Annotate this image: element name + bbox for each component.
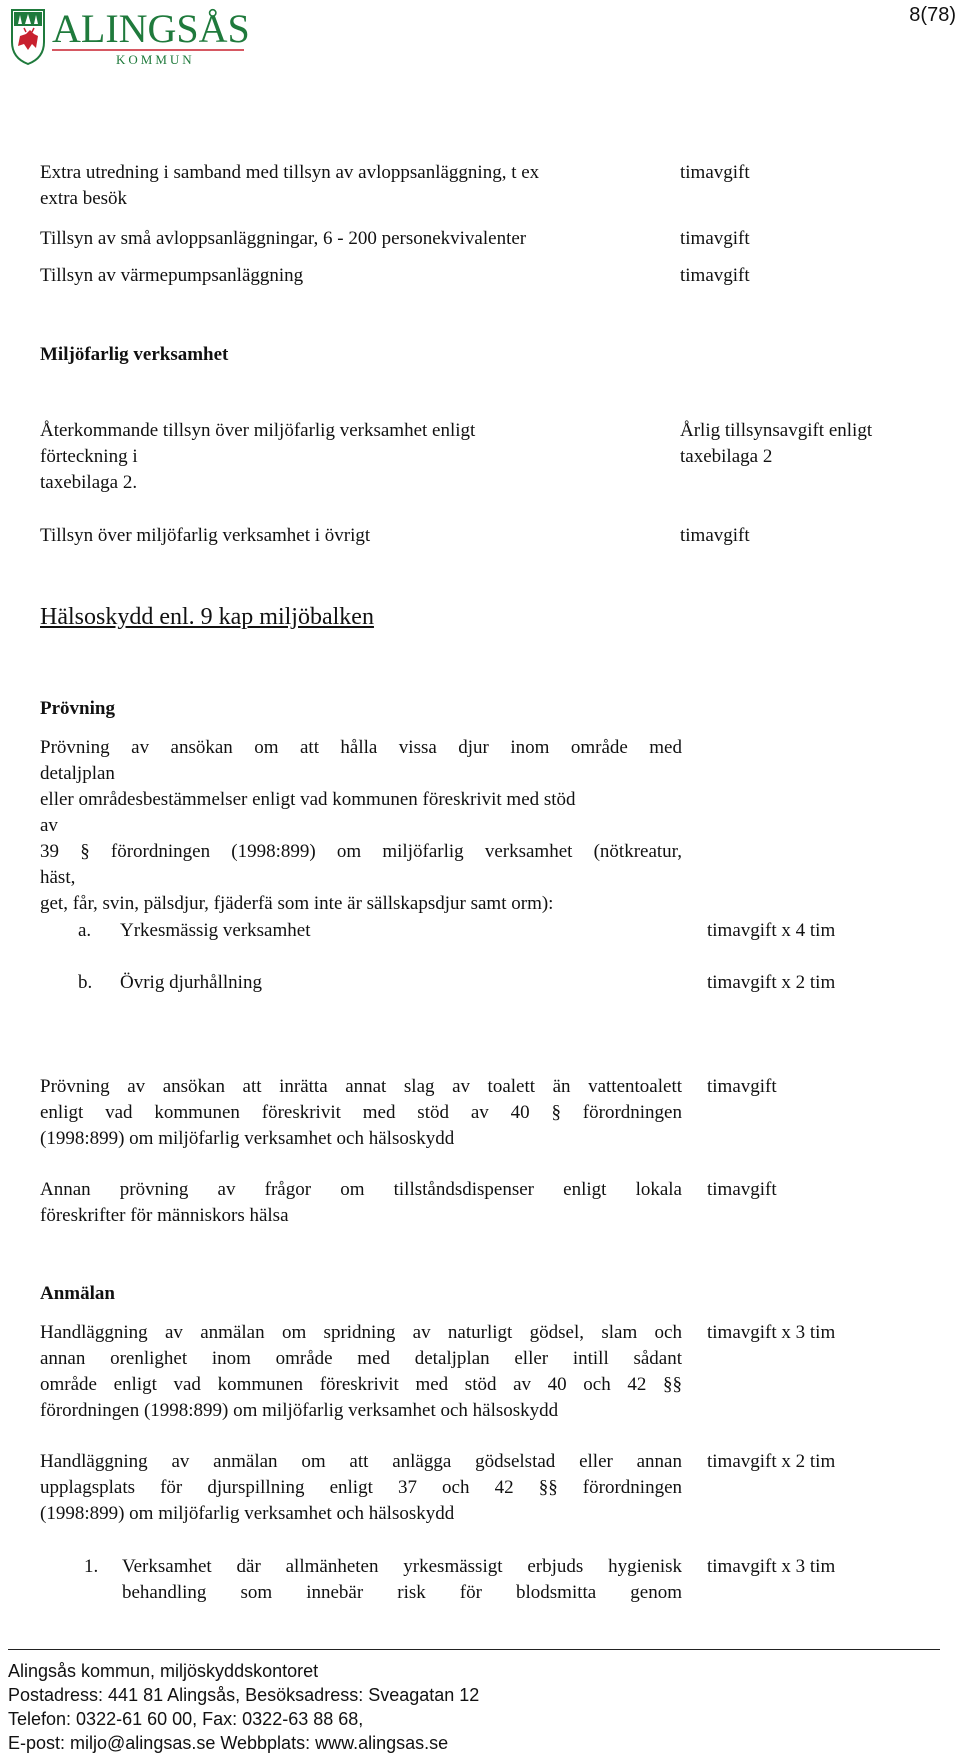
row-aterkommande-line2: förteckning i xyxy=(40,446,138,467)
item-ovrig-djurhallning: Övrig djurhållning xyxy=(120,972,262,993)
item-yrkesmassig: Yrkesmässig verksamhet xyxy=(120,920,311,941)
list-marker-1: 1. xyxy=(84,1556,99,1577)
list-marker-b: b. xyxy=(78,972,93,993)
hygienisk-line1: Verksamhet där allmänheten yrkesmässigt erbjuds hygienisk xyxy=(122,1556,682,1577)
fee-aterkommande-line2: taxebilaga 2 xyxy=(680,446,773,467)
fee-ovrig-djurhallning: timavgift x 2 tim xyxy=(707,972,836,993)
heading-halsoskydd: Hälsoskydd enl. 9 kap miljöbalken xyxy=(40,604,374,630)
row-tillsyn-ovrigt: Tillsyn över miljöfarlig verksamhet i övrigt xyxy=(40,525,371,546)
fee-varmepump: timavgift xyxy=(680,265,750,286)
heading-anmalan: Anmälan xyxy=(40,1283,115,1304)
spridning-line3: område enligt vad kommunen föreskrivit med stöd av 40 och 42 §§ xyxy=(40,1374,682,1395)
spridning-line4: förordningen (1998:899) om miljöfarlig verksamhet och hälsoskydd xyxy=(40,1400,559,1421)
heading-miljofarlig-verksamhet: Miljöfarlig verksamhet xyxy=(40,344,229,365)
provning-para-line4: av xyxy=(40,815,58,836)
row-extra-utredning-line2: extra besök xyxy=(40,188,128,209)
list-marker-a: a. xyxy=(78,920,92,941)
heading-provning: Prövning xyxy=(40,698,115,719)
hygienisk-line2: behandling som innebär risk för blodsmitta genom xyxy=(122,1582,682,1603)
godsel-line1: Handläggning av anmälan om att anlägga gödselstad eller annan xyxy=(40,1451,682,1472)
provning-para-line7: get, får, svin, pälsdjur, fjäderfä som inte är sällskapsdjur samt orm): xyxy=(40,893,554,914)
godsel-line3: (1998:899) om miljöfarlig verksamhet och hälsoskydd xyxy=(40,1503,455,1524)
row-varmepump: Tillsyn av värmepumpsanläggning xyxy=(40,265,304,286)
logo-wordmark: ALINGSÅS xyxy=(52,6,250,51)
provning-para-line5: 39 § förordningen (1998:899) om miljöfarlig verksamhet (nötkreatur, xyxy=(40,841,682,862)
coat-of-arms-icon xyxy=(12,10,44,64)
footer-organisation: Alingsås kommun, miljöskyddskontoret xyxy=(8,1661,319,1681)
fee-tillsyn-ovrigt: timavgift xyxy=(680,525,750,546)
provning-para-line1: Prövning av ansökan om att hålla vissa djur inom område med xyxy=(40,737,682,758)
fee-toalett: timavgift xyxy=(707,1076,777,1097)
row-sma-avlopp: Tillsyn av små avloppsanläggningar, 6 - 200 personekvivalenter xyxy=(40,228,527,249)
provning-para-line6: häst, xyxy=(40,867,76,888)
fee-sma-avlopp: timavgift xyxy=(680,228,750,249)
fee-extra-utredning: timavgift xyxy=(680,162,750,183)
dispens-line1: Annan prövning av frågor om tillståndsdispenser enligt lokala xyxy=(40,1179,682,1200)
row-aterkommande-line1: Återkommande tillsyn över miljöfarlig verksamhet enligt xyxy=(40,420,476,441)
spridning-line1: Handläggning av anmälan om spridning av naturligt gödsel, slam och xyxy=(40,1322,682,1343)
alingsas-kommun-logo xyxy=(8,6,288,68)
fee-dispens: timavgift xyxy=(707,1179,777,1200)
provning-para-line2: detaljplan xyxy=(40,763,115,784)
fee-spridning: timavgift x 3 tim xyxy=(707,1322,836,1343)
dispens-line2: föreskrifter för människors hälsa xyxy=(40,1205,289,1226)
footer-contact: E-post: miljo@alingsas.se Webbplats: www.alingsas.se xyxy=(8,1733,449,1753)
fee-godsel: timavgift x 2 tim xyxy=(707,1451,836,1472)
toalett-line1: Prövning av ansökan att inrätta annat slag av toalett än vattentoalett xyxy=(40,1076,682,1097)
fee-hygienisk: timavgift x 3 tim xyxy=(707,1556,836,1577)
toalett-line2: enligt vad kommunen föreskrivit med stöd av 40 § förordningen xyxy=(40,1102,682,1123)
row-extra-utredning-line1: Extra utredning i samband med tillsyn av avloppsanläggning, t ex xyxy=(40,162,540,183)
footer-address: Postadress: 441 81 Alingsås, Besöksadress: Sveagatan 12 xyxy=(8,1685,480,1705)
footer-phone: Telefon: 0322-61 60 00, Fax: 0322-63 88 68, xyxy=(8,1709,364,1729)
spridning-line2: annan orenlighet inom område med detaljplan eller intill sådant xyxy=(40,1348,682,1369)
page-number: 8(78) xyxy=(909,4,956,26)
toalett-line3: (1998:899) om miljöfarlig verksamhet och hälsoskydd xyxy=(40,1128,455,1149)
godsel-line2: upplagsplats för djurspillning enligt 37 och 42 §§ förordningen xyxy=(40,1477,682,1498)
logo-subtext: KOMMUN xyxy=(116,52,195,67)
row-aterkommande-line3: taxebilaga 2. xyxy=(40,472,138,493)
provning-para-line3: eller områdesbestämmelser enligt vad kommunen föreskrivit med stöd xyxy=(40,789,576,810)
fee-yrkesmassig: timavgift x 4 tim xyxy=(707,920,836,941)
footer-divider xyxy=(8,1649,940,1650)
fee-aterkommande-line1: Årlig tillsynsavgift enligt xyxy=(680,420,873,441)
